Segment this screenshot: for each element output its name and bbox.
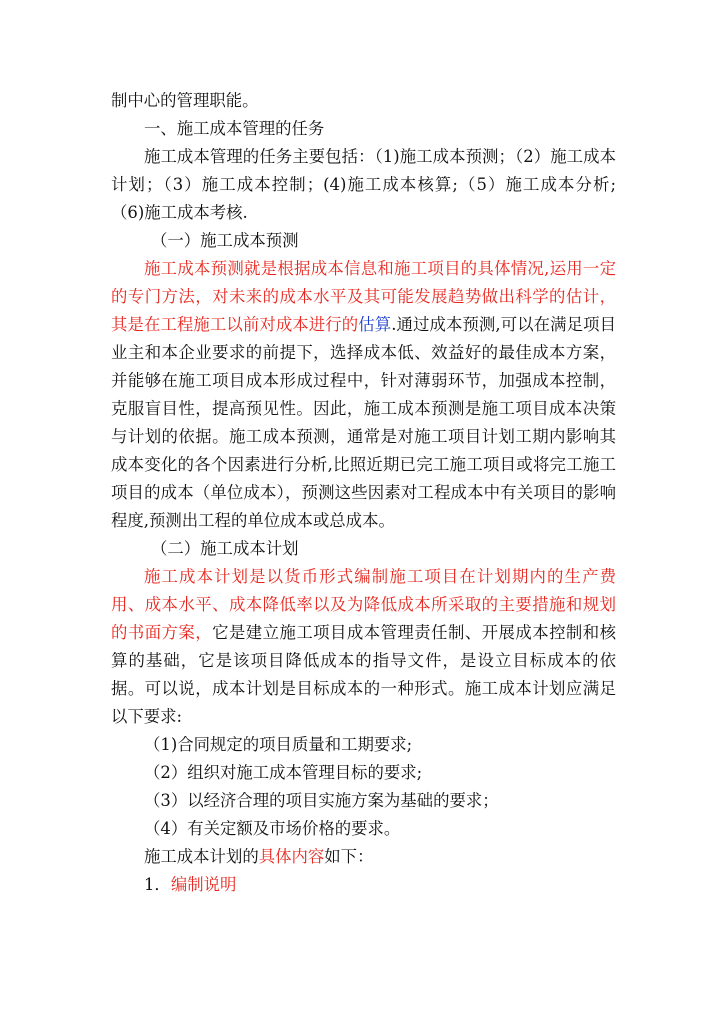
paragraph-text: .通过成本预测,可以在满足项目业主和本企业要求的前提下，选择成本低、效益好的最佳成本方案，并能够在施工项目成本形成过程中，针对薄弱环节，加强成本控制，克服盲目性，提高预见性。因此，施工成本预测是施工项目成本决策与计划的依据。施工成本预测，通常是对施工项目计划工期内影响其成本变化的各个因素进行分析,比照近期已完工施工项目或将完工施工项目的成本（单位成本），预测这些因素对工程成本中有关项目的影响程度,预测出工程的单位成本或总成本。 bbox=[111, 315, 617, 530]
paragraph-plan bbox=[111, 563, 616, 731]
paragraph-text: 施工成本计划的 bbox=[144, 847, 259, 866]
paragraph-text: 它是建立施工项目成本管理责任制、开展成本控制和核算的基础，它是该项目降低成本的指导文件，是设立目标成本的依据。可以说，成本计划是目标成本的一种形式。施工成本计划应满足以下要求: bbox=[111, 623, 617, 726]
paragraph-continuation: 制中心的管理职能。 bbox=[111, 91, 259, 110]
paragraph-forecast bbox=[111, 255, 616, 535]
paragraph-task-list: 施工成本管理的任务主要包括：（1)施工成本预测；（2）施工成本计划；（3）施工成本控制；(4)施工成本核算;（5）施工成本分析;（6)施工成本考核. bbox=[111, 147, 616, 222]
numbered-heading-1 bbox=[111, 871, 616, 899]
highlighted-definition: 施工成本计划是以货币形式编制施工项目在计划期内的生产费用、成本水平、成本降低率以及为降低成本所采取的主要措施和规划的书面方案， bbox=[111, 567, 616, 642]
highlighted-definition: 施工成本预测就是根据成本信息和施工项目的具体情况,运用一定的专门方法，对未来的成本水平及其可能发展趋势做出科学的估计，其是在工程施工以前对成本进行的 bbox=[111, 259, 616, 334]
subsection-heading-plan: （二）施工成本计划 bbox=[151, 539, 299, 558]
section-heading-tasks: 一、施工成本管理的任务 bbox=[144, 119, 325, 138]
highlighted-term: 估算 bbox=[358, 315, 392, 334]
requirement-item-2: （2）组织对施工成本管理目标的要求; bbox=[144, 763, 423, 782]
paragraph-plan-contents bbox=[111, 843, 616, 871]
highlighted-term: 具体内容 bbox=[258, 847, 325, 866]
requirement-item-1: （1)合同规定的项目质量和工期要求; bbox=[144, 735, 413, 754]
paragraph-text: 如下： bbox=[324, 847, 374, 866]
heading-number: 1． bbox=[144, 875, 171, 894]
heading-title: 编制说明 bbox=[170, 875, 237, 894]
requirement-item-3: （3）以经济合理的项目实施方案为基础的要求； bbox=[144, 791, 499, 810]
document-body bbox=[111, 87, 616, 899]
subsection-heading-forecast: （一）施工成本预测 bbox=[151, 231, 299, 250]
requirement-item-4: （4）有关定额及市场价格的要求。 bbox=[144, 819, 401, 838]
